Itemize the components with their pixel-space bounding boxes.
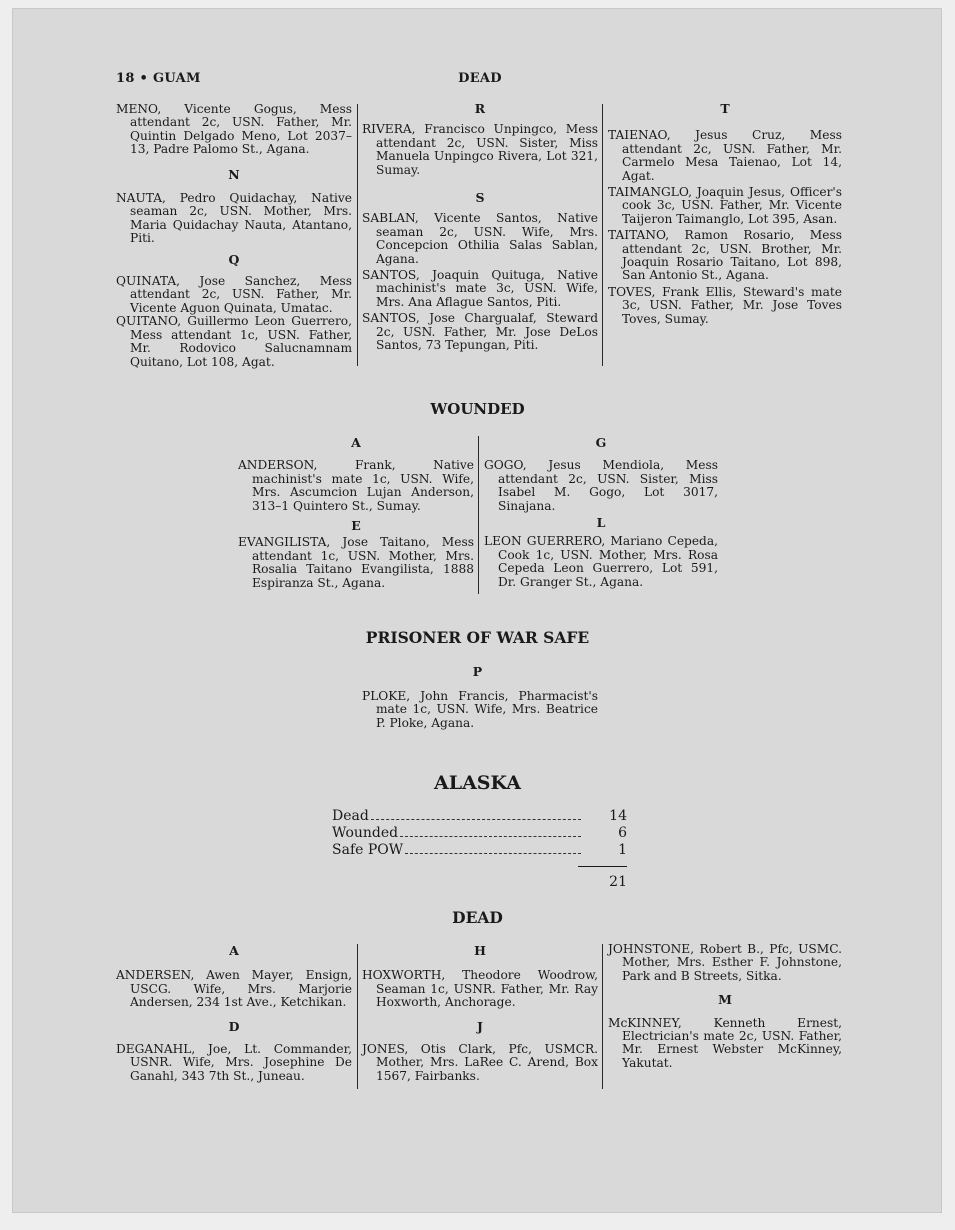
summary-label: Safe POW xyxy=(332,842,404,858)
summary-value: 6 xyxy=(618,825,627,841)
entry-ploke: PLOKE, John Francis, Pharmacist's mate 1c, USN. Wife, Mrs. Beatrice P. Ploke, Agana. xyxy=(362,689,598,730)
letter-heading-a: A xyxy=(351,435,361,450)
letter-heading-g: G xyxy=(595,435,607,450)
letter-heading-t: T xyxy=(720,101,730,116)
entry-toves: TOVES, Frank Ellis, Steward's mate 3c, USN. Father, Mr. Jose Toves Toves, Sumay. xyxy=(608,284,842,326)
alaska-dead-col-3 xyxy=(608,943,842,1070)
total-rule xyxy=(578,866,627,867)
column-rule xyxy=(602,104,603,366)
wounded-col-right xyxy=(484,436,718,589)
summary-row-safe-pow xyxy=(332,842,627,860)
entry-gogo: GOGO, Jesus Mendiola, Mess attendant 2c, USN. Sister, Miss Isabel M. Gogo, Lot 3017, Sinajana. xyxy=(484,458,718,513)
alaska-dead-col-2 xyxy=(362,944,598,1083)
entry-deganahl: DEGANAHL, Joe, Lt. Commander, USNR. Wife, Mrs. Josephine De Ganahl, 343 7th St., Juneau. xyxy=(116,1042,352,1083)
letter-heading-d: D xyxy=(228,1018,240,1034)
alaska-heading: ALASKA xyxy=(433,772,522,794)
summary-label: Dead xyxy=(332,808,369,824)
summary-value: 14 xyxy=(609,808,627,824)
letter-heading-n: N xyxy=(228,166,240,182)
entry-quitano: QUITANO, Guillermo Leon Guerrero, Mess attendant 1c, USN. Father, Mr. Rodovico Salucnamnam Quitano, Lot 108, Agat. xyxy=(116,314,352,369)
letter-heading-q: Q xyxy=(228,251,240,267)
entry-sablan: SABLAN, Vicente Santos, Native seaman 2c, USN. Wife, Mrs. Concepcion Othilia Salas Sablan, Agana. xyxy=(362,211,598,266)
leader-dots xyxy=(371,819,581,820)
leader-dots xyxy=(405,853,581,854)
entry-evangilista: EVANGILISTA, Jose Taitano, Mess attendant 1c, USN. Mother, Mrs. Rosalia Taitano Evangilista, 1888 Espiranza St., Agana. xyxy=(238,535,474,590)
entry-mckinney: McKINNEY, Kenneth Ernest, Electrician's mate 2c, USN. Father, Mr. Ernest Webster McKinney, Yakutat. xyxy=(608,1015,842,1070)
alaska-dead-heading: DEAD xyxy=(452,908,503,927)
summary-label: Wounded xyxy=(332,825,399,841)
letter-heading-m: M xyxy=(718,992,732,1008)
column-rule xyxy=(357,944,358,1089)
entry-santos-joaquin: SANTOS, Joaquin Quituga, Native machinist's mate 3c, USN. Wife, Mrs. Ana Aflague Santos, Piti. xyxy=(362,268,598,309)
letter-heading-l: L xyxy=(596,515,606,531)
summary-total: 21 xyxy=(609,874,627,890)
entry-quinata: QUINATA, Jose Sanchez, Mess attendant 2c, USN. Father, Mr. Vicente Aguon Quinata, Umatac. xyxy=(116,274,352,315)
letter-heading-p: P xyxy=(472,664,483,679)
letter-heading-r: R xyxy=(474,101,486,116)
summary-row-dead xyxy=(332,808,627,826)
letter-heading-e: E xyxy=(351,518,361,534)
guam-dead-col-3 xyxy=(608,102,842,326)
pow-heading: PRISONER OF WAR SAFE xyxy=(365,628,590,647)
entry-taienao: TAIENAO, Jesus Cruz, Mess attendant 2c, USN. Father, Mr. Carmelo Mesa Taienao, Lot 14, Agat. xyxy=(608,128,842,183)
letter-heading-h: H xyxy=(474,943,486,958)
entry-rivera: RIVERA, Francisco Unpingco, Mess attendant 2c, USN. Sister, Miss Manuela Unpingco Rivera, Lot 321, Sumay. xyxy=(362,122,598,177)
entry-hoxworth: HOXWORTH, Theodore Woodrow, Seaman 1c, USNR. Father, Mr. Ray Hoxworth, Anchorage. xyxy=(362,968,598,1010)
entry-johnstone: JOHNSTONE, Robert B., Pfc, USMC. Mother, Mrs. Esther F. Johnstone, Park and B Streets, Sitka. xyxy=(608,942,842,983)
running-header-left xyxy=(116,71,201,86)
entry-leon-guerrero: LEON GUERRERO, Mariano Cepeda, Cook 1c, USN. Mother, Mrs. Rosa Cepeda Leon Guerrero, Lot 591, Dr. Granger St., Agana. xyxy=(484,534,718,589)
header-section: GUAM xyxy=(152,71,201,86)
letter-heading-a: A xyxy=(229,943,239,958)
entry-meno: MENO, Vicente Gogus, Mess attendant 2c, USN. Father, Mr. Quintin Delgado Meno, Lot 2037–13, Padre Palomo St., Agana. xyxy=(116,102,352,157)
pow-col xyxy=(362,690,598,730)
entry-anderson: ANDERSON, Frank, Native machinist's mate 1c, USN. Wife, Mrs. Ascumcion Lujan Anderson, 313–1 Quintero St., Sumay. xyxy=(238,458,474,513)
guam-dead-col-2 xyxy=(362,102,598,353)
entry-nauta: NAUTA, Pedro Quidachay, Native seaman 2c, USN. Mother, Mrs. Maria Quidachay Nauta, Atantano, Piti. xyxy=(116,191,352,246)
letter-heading-s: S xyxy=(475,190,485,206)
wounded-col-left xyxy=(238,436,474,590)
page-number: 18 xyxy=(116,71,135,86)
letter-heading-j: J xyxy=(477,1018,483,1034)
entry-taimanglo: TAIMANGLO, Joaquin Jesus, Officer's cook 3c, USN. Father, Mr. Vicente Taijeron Taimanglo, Lot 395, Asan. xyxy=(608,185,842,226)
summary-row-wounded xyxy=(332,825,627,843)
guam-dead-col-1 xyxy=(116,103,352,369)
entry-santos-jose: SANTOS, Jose Chargualaf, Steward 2c, USN. Father, Mr. Jose DeLos Santos, 73 Tepungan, Piti. xyxy=(362,311,598,353)
entry-andersen: ANDERSEN, Awen Mayer, Ensign, USCG. Wife, Mrs. Marjorie Andersen, 234 1st Ave., Ketchikan. xyxy=(116,968,352,1010)
column-rule xyxy=(602,944,603,1089)
column-rule xyxy=(357,104,358,366)
leader-dots xyxy=(400,836,581,837)
running-header-center: DEAD xyxy=(458,71,502,86)
column-rule xyxy=(478,436,479,594)
wounded-heading: WOUNDED xyxy=(430,400,525,418)
entry-taitano: TAITANO, Ramon Rosario, Mess attendant 2c, USN. Brother, Mr. Joaquin Rosario Taitano, Lot 898, San Antonio St., Agana. xyxy=(608,228,842,283)
alaska-dead-col-1 xyxy=(116,944,352,1083)
entry-jones: JONES, Otis Clark, Pfc, USMCR. Mother, Mrs. LaRee C. Arend, Box 1567, Fairbanks. xyxy=(362,1042,598,1083)
header-bullet: • xyxy=(139,71,149,86)
summary-value: 1 xyxy=(618,842,627,858)
